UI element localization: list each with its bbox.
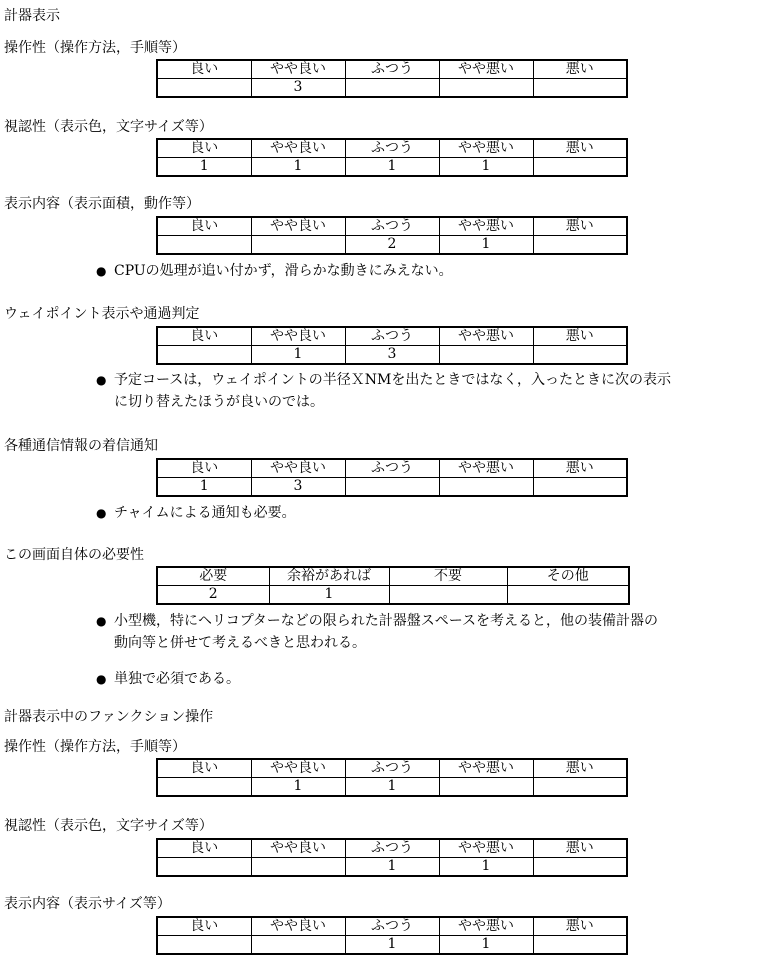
comment-continuation: 動向等と併せて考えるべきと思われる。 bbox=[114, 635, 366, 651]
value-cell bbox=[157, 936, 251, 955]
value-cell bbox=[533, 79, 627, 98]
value-cell: 1 bbox=[251, 346, 345, 365]
value-cell: 2 bbox=[157, 586, 269, 605]
value-cell: 1 bbox=[345, 858, 439, 877]
value-cell bbox=[533, 936, 627, 955]
header-cell: 悪い bbox=[533, 917, 627, 936]
value-cell bbox=[251, 858, 345, 877]
value-cell bbox=[157, 346, 251, 365]
value-cell: 3 bbox=[251, 478, 345, 497]
value-cell: 1 bbox=[251, 778, 345, 797]
value-cell: 1 bbox=[157, 478, 251, 497]
value-cell: 1 bbox=[345, 158, 439, 177]
table-header-row bbox=[157, 139, 627, 158]
section-label: この画面自体の必要性 bbox=[4, 547, 144, 563]
header-cell: 悪い bbox=[533, 139, 627, 158]
table-header-row bbox=[157, 60, 627, 79]
header-cell: やや良い bbox=[251, 60, 345, 79]
rating-table bbox=[156, 916, 628, 955]
header-cell: やや良い bbox=[251, 917, 345, 936]
comment-bullet: ● CPUの処理が追い付かず，滑らかな動きにみえない。 bbox=[96, 262, 453, 281]
header-cell: 悪い bbox=[533, 327, 627, 346]
table-header-row bbox=[157, 759, 627, 778]
value-cell bbox=[439, 79, 533, 98]
value-cell bbox=[439, 346, 533, 365]
need-table bbox=[156, 566, 630, 605]
table-value-row bbox=[157, 778, 627, 797]
table-value-row bbox=[157, 478, 627, 497]
value-cell: 1 bbox=[439, 936, 533, 955]
value-cell bbox=[157, 778, 251, 797]
page-heading: 計器表示 bbox=[4, 8, 60, 24]
value-cell: 3 bbox=[251, 79, 345, 98]
header-cell: 良い bbox=[157, 327, 251, 346]
value-cell bbox=[157, 236, 251, 255]
table-header-row bbox=[157, 327, 627, 346]
section-label: 操作性（操作方法，手順等） bbox=[4, 739, 186, 755]
value-cell bbox=[157, 858, 251, 877]
value-cell bbox=[345, 478, 439, 497]
table-value-row bbox=[157, 586, 629, 605]
header-cell: ふつう bbox=[345, 327, 439, 346]
header-cell: ふつう bbox=[345, 139, 439, 158]
header-cell: ふつう bbox=[345, 759, 439, 778]
header-cell: ふつう bbox=[345, 917, 439, 936]
header-cell: やや悪い bbox=[439, 759, 533, 778]
value-cell bbox=[533, 158, 627, 177]
header-cell: 悪い bbox=[533, 759, 627, 778]
value-cell: 1 bbox=[439, 236, 533, 255]
section-label: 操作性（操作方法，手順等） bbox=[4, 40, 186, 56]
table-header-row bbox=[157, 217, 627, 236]
header-cell: ふつう bbox=[345, 839, 439, 858]
comment-bullet: ● 小型機，特にヘリコプターなどの限られた計器盤スペースを考えると，他の装備計器の bbox=[96, 612, 658, 631]
value-cell bbox=[533, 478, 627, 497]
value-cell: 1 bbox=[269, 586, 389, 605]
comment-bullet: ● 予定コースは，ウェイポイントの半径ＸNMを出たときではなく，入ったときに次の表示 bbox=[96, 371, 671, 390]
header-cell: 必要 bbox=[157, 567, 269, 586]
header-cell: 良い bbox=[157, 839, 251, 858]
header-cell: やや悪い bbox=[439, 217, 533, 236]
rating-table bbox=[156, 838, 628, 877]
section-label: 表示内容（表示面積，動作等） bbox=[4, 196, 200, 212]
header-cell: 良い bbox=[157, 139, 251, 158]
table-value-row bbox=[157, 346, 627, 365]
table-value-row bbox=[157, 236, 627, 255]
header-cell: やや良い bbox=[251, 217, 345, 236]
value-cell bbox=[251, 936, 345, 955]
header-cell: やや悪い bbox=[439, 839, 533, 858]
value-cell: 1 bbox=[439, 158, 533, 177]
value-cell: 1 bbox=[439, 858, 533, 877]
comment-bullet: ● チャイムによる通知も必要。 bbox=[96, 504, 296, 523]
table-header-row bbox=[157, 839, 627, 858]
header-cell: 良い bbox=[157, 917, 251, 936]
value-cell bbox=[533, 346, 627, 365]
value-cell: 3 bbox=[345, 346, 439, 365]
value-cell bbox=[533, 236, 627, 255]
header-cell: やや良い bbox=[251, 759, 345, 778]
value-cell bbox=[439, 478, 533, 497]
header-cell: ふつう bbox=[345, 459, 439, 478]
value-cell: 1 bbox=[345, 778, 439, 797]
header-cell: やや悪い bbox=[439, 327, 533, 346]
rating-table bbox=[156, 758, 628, 797]
value-cell: 1 bbox=[157, 158, 251, 177]
header-cell: やや良い bbox=[251, 459, 345, 478]
header-cell: やや悪い bbox=[439, 459, 533, 478]
header-cell: やや悪い bbox=[439, 139, 533, 158]
header-cell: 良い bbox=[157, 759, 251, 778]
table-value-row bbox=[157, 858, 627, 877]
header-cell: 悪い bbox=[533, 459, 627, 478]
value-cell bbox=[389, 586, 507, 605]
table-header-row bbox=[157, 459, 627, 478]
value-cell bbox=[439, 778, 533, 797]
header-cell: 余裕があれば bbox=[269, 567, 389, 586]
header-cell: やや悪い bbox=[439, 60, 533, 79]
rating-table bbox=[156, 326, 628, 365]
header-cell: 悪い bbox=[533, 839, 627, 858]
value-cell: 1 bbox=[345, 936, 439, 955]
section-label: ウェイポイント表示や通過判定 bbox=[4, 306, 200, 322]
header-cell: やや良い bbox=[251, 839, 345, 858]
table-header-row bbox=[157, 917, 627, 936]
header-cell: やや良い bbox=[251, 139, 345, 158]
table-value-row bbox=[157, 158, 627, 177]
header-cell: やや悪い bbox=[439, 917, 533, 936]
section-label: 視認性（表示色，文字サイズ等） bbox=[4, 119, 213, 135]
comment-continuation: に切り替えたほうが良いのでは。 bbox=[114, 394, 324, 410]
section-label: 表示内容（表示サイズ等） bbox=[4, 896, 171, 912]
value-cell bbox=[533, 858, 627, 877]
rating-table bbox=[156, 216, 628, 255]
rating-table bbox=[156, 59, 628, 98]
table-header-row bbox=[157, 567, 629, 586]
header-cell: ふつう bbox=[345, 60, 439, 79]
rating-table bbox=[156, 458, 628, 497]
value-cell bbox=[533, 778, 627, 797]
table-value-row bbox=[157, 936, 627, 955]
header-cell: その他 bbox=[507, 567, 629, 586]
header-cell: やや良い bbox=[251, 327, 345, 346]
header-cell: 悪い bbox=[533, 217, 627, 236]
section-label: 視認性（表示色，文字サイズ等） bbox=[4, 818, 213, 834]
value-cell bbox=[507, 586, 629, 605]
header-cell: 良い bbox=[157, 217, 251, 236]
header-cell: 良い bbox=[157, 60, 251, 79]
sub-heading: 計器表示中のファンクション操作 bbox=[4, 709, 214, 725]
table-value-row bbox=[157, 79, 627, 98]
value-cell bbox=[157, 79, 251, 98]
value-cell: 1 bbox=[251, 158, 345, 177]
header-cell: 不要 bbox=[389, 567, 507, 586]
section-label: 各種通信情報の着信通知 bbox=[4, 438, 158, 454]
header-cell: 良い bbox=[157, 459, 251, 478]
value-cell bbox=[251, 236, 345, 255]
comment-bullet: ● 単独で必須である。 bbox=[96, 670, 240, 689]
value-cell: 2 bbox=[345, 236, 439, 255]
header-cell: 悪い bbox=[533, 60, 627, 79]
value-cell bbox=[345, 79, 439, 98]
header-cell: ふつう bbox=[345, 217, 439, 236]
rating-table bbox=[156, 138, 628, 177]
